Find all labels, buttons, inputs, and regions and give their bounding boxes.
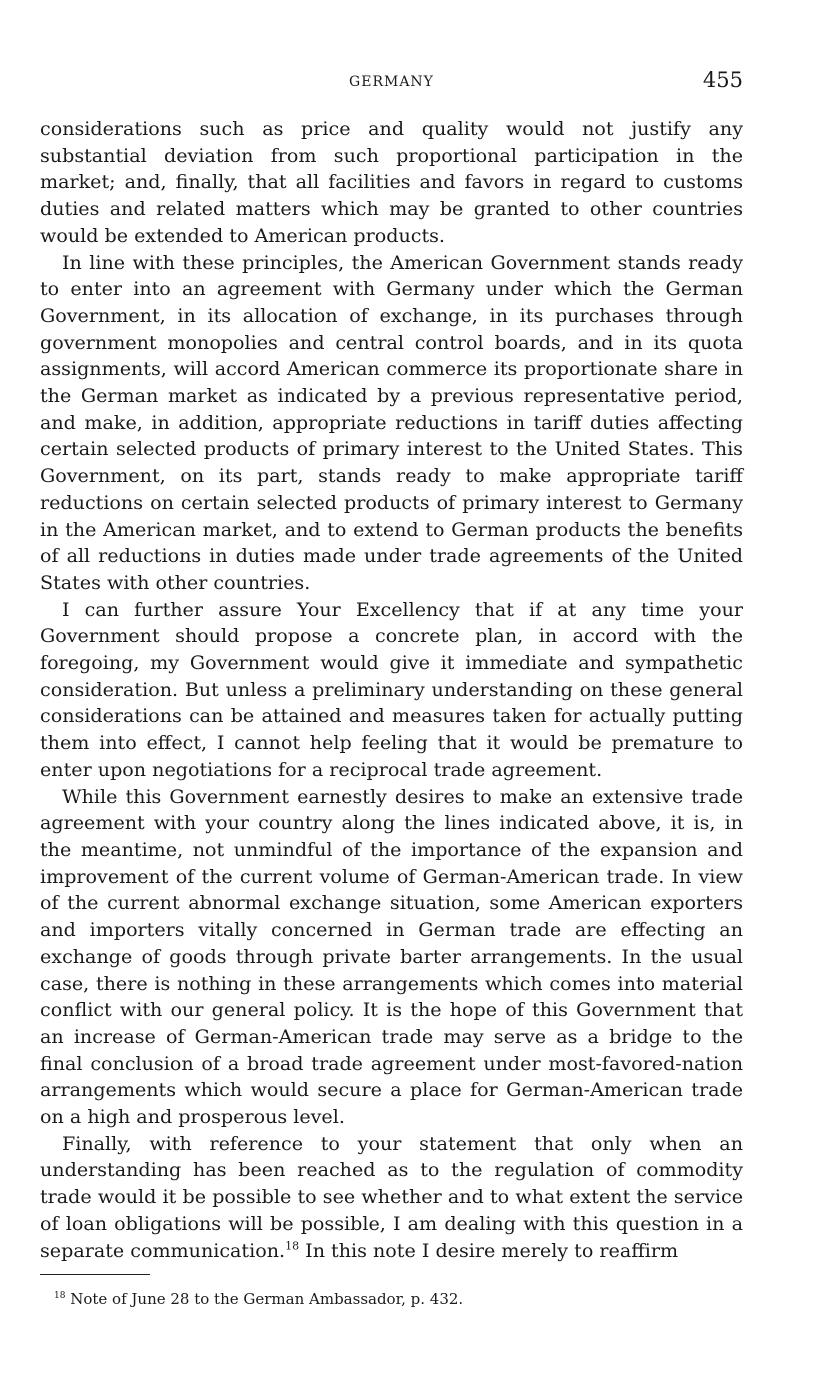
footnote-divider xyxy=(40,1274,150,1275)
paragraph xyxy=(40,1131,743,1265)
paragraph: While this Government earnestly desires to make an extensive trade agreement with your country along the lines indicated above, it is, in the meantime, not unmindful of the importance of the expansion and improvement of the current volume of German-American trade. In view of the current abnormal exchange situation, some American exporters and importers vitally concerned in German trade are effecting an exchange of goods through private barter arrangements. In the usual case, there is nothing in these arrangements which comes into material conflict with our general policy. It is the hope of this Government that an increase of German-American trade may serve as a bridge to the final conclusion of a broad trade agreement under most-favored-nation arrangements which would secure a place for German-American trade on a high and prosperous level. xyxy=(40,784,743,1129)
footnote xyxy=(40,1289,743,1309)
body-text xyxy=(40,116,743,1264)
paragraph: I can further assure Your Excellency that if at any time your Government should propose a concrete plan, in accord with the foregoing, my Government would give it immediate and sympathetic consideration. But unless a preliminary understanding on these general considerations can be attained and measures taken for actually putting them into effect, I cannot help feeling that it would be premature to enter upon negotiations for a reciprocal trade agreement. xyxy=(40,597,743,781)
paragraph-text-continued: In this note I desire merely to reaffirm xyxy=(299,1238,679,1262)
running-title: GERMANY xyxy=(349,74,434,90)
running-head xyxy=(40,66,743,96)
paragraph: In line with these principles, the American Government stands ready to enter into an agreement with Germany under which the German Government, in its allocation of exchange, in its purchases through government monopolies and central control boards, and in its quota assignments, will accord American commerce its proportionate share in the German market as indicated by a previous representative period, and make, in addition, appropriate reductions in tariff duties affecting certain selected products of primary interest to the United States. This Government, on its part, stands ready to make appropriate tariff reductions on certain selected products of primary interest to Germany in the American market, and to extend to German products the benefits of all reductions in duties made under trade agreements of the United States with other countries. xyxy=(40,250,743,594)
footnote-reference[interactable]: 18 xyxy=(285,1239,300,1253)
paragraph-continued: considerations such as price and quality would not justify any substantial deviation from such proportional participation in the market; and, finally, that all facilities and favors in regard to customs duties and related matters which may be granted to other countries would be extended to American products. xyxy=(40,117,743,247)
document-page xyxy=(40,66,743,1309)
paragraph-text: Finally, with reference to your statement that only when an understanding has been reached as to the regulation of commodity trade would it be possible to see whether and to what extent the service of loan obligations will be possible, I am dealing with this question in a separate communication. xyxy=(40,1131,743,1262)
footnote-text: Note of June 28 to the German Ambassador, p. 432. xyxy=(65,1290,464,1309)
footnote-marker: 18 xyxy=(54,1291,66,1302)
page-number: 455 xyxy=(702,68,743,92)
